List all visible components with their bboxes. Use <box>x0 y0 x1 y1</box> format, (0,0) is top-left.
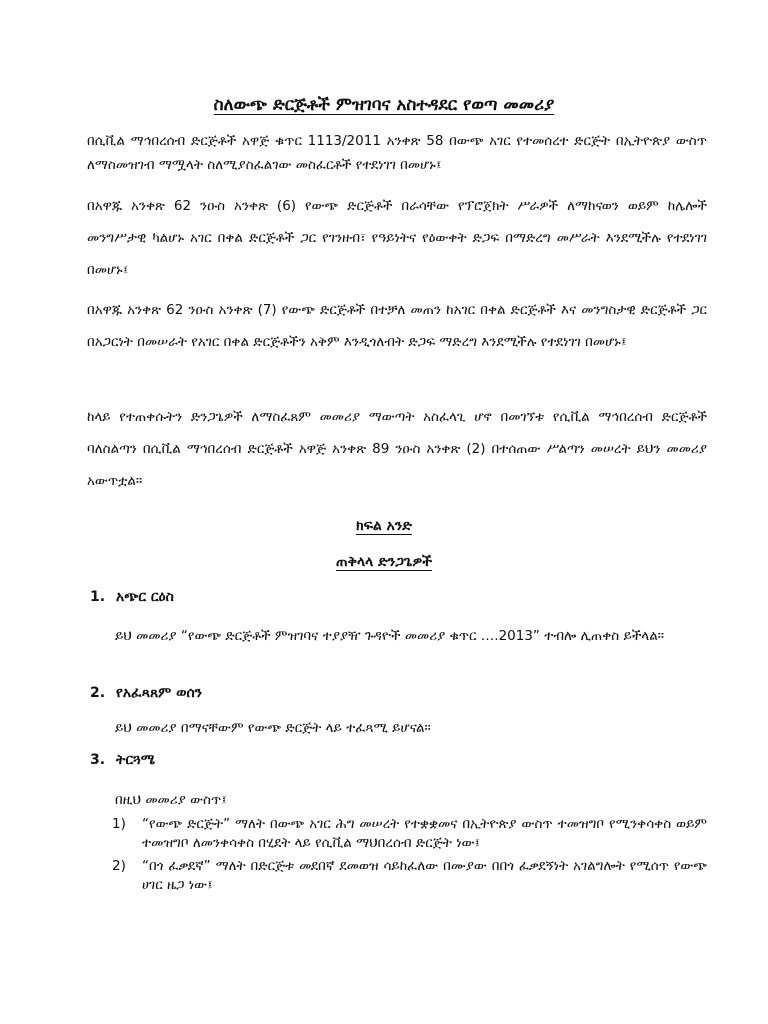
document-title: ስለውጭ ድርጅቶች ምዝገባና አስተዳደር የወጣ መመሪያ <box>213 95 555 115</box>
part-title: ክፍል አንድ <box>356 518 412 534</box>
section-title: የአፈጻጸም ወሰን <box>116 685 203 701</box>
part-subtitle: ጠቅላላ ድንጋጌዎች <box>336 554 432 570</box>
preamble-paragraph-1: በሲቪል ማኅበረሰብ ድርጅቶች አዋጅ ቁጥር 1113/2011 አንቀጽ 58 በውጭ አገር የተመሰረተ ድርጅት በኢትዮጵያ ውስጥ ለማስመዝገብ ማሟላት ስለሚያስፈልገው መስፈርቶች የተደነገገ በመሆኑ፤ <box>87 133 707 173</box>
preamble-paragraph-4: ከላይ የተጠቀሱትን ድንጋጌዎች ለማስፈጸም መመሪያ ማውጣት አስፈላጊ ሆኖ በመገኘቱ የሲቪል ማኅበረሰብ ድርጅቶች ባለስልጣን በሲቪል ማኅበረሰብ ድርጅቶች አዋጅ አንቀጽ 89 ንዑስ አንቀጽ (2) በተሰጠው ሥልጣን መሠረት ይህን መመሪያ አውጥቷል። <box>87 409 707 489</box>
definition-item <box>112 857 707 895</box>
section-title: አጭር ርዕስ <box>116 589 174 605</box>
section-number: 3. <box>90 752 106 768</box>
section-body-1: ይህ መመሪያ “የውጭ ድርጅቶች ምዝገባና ተያያዥ ጉዳዮች መመሪያ ቁጥር ….2013” ተብሎ ሊጠቀስ ይችላል። <box>115 628 665 644</box>
preamble-paragraph-2: በአዋጁ አንቀጽ 62 ንዑስ አንቀጽ (6) የውጭ ድርጅቶች በራሳቸው የፕሮጀክት ሥራዎች ለማከናወን ወይም ከሌሎች መንግሥታዊ ካልሆኑ አገር በቀል ድርጅቶች ጋር የገንዘብ፣ የዓይነትና የዕውቀት ድጋፍ በማድረግ መሥራት እንደሚችሉ የተደነገገ በመሆኑ፤ <box>87 198 707 278</box>
section-number: 2. <box>90 685 106 701</box>
preamble-paragraph-3: በአዋጁ አንቀጽ 62 ንዑስ አንቀጽ (7) የውጭ ድርጅቶች በተቻለ መጠን ከአገር በቀል ድርጅቶች እና መንግስታዊ ድርጅቶች ጋር በአጋርነት በመሠራት የአገር በቀል ድርጅቶችን አቅም እንዲጎለብት ድጋፍ ማድረግ እንደሚችሉ የተደነገገ በመሆኑ፤ <box>87 302 707 350</box>
definition-text: “የውጭ ድርጅት” ማለት በውጭ አገር ሕግ መሠረት የተቋቋመና በኢትዮጵያ ውስጥ ተመዝግቦ የሚንቀሳቀስ ወይም ተመዝግቦ ለመንቀሳቀስ በሂደት ላይ የሲቪል ማህበረሰብ ድርጅት ነው፤ <box>142 816 707 851</box>
definitions-intro: በዚህ መመሪያ ውስጥ፤ <box>115 792 227 808</box>
section-body-2: ይህ መመሪያ በማናቸውም የውጭ ድርጅት ላይ ተፈጻሚ ይሆናል። <box>115 720 431 736</box>
section-heading-1 <box>90 589 174 605</box>
section-number: 1. <box>90 589 106 605</box>
definition-item <box>112 815 707 853</box>
definition-number: 1) <box>112 816 126 832</box>
section-title: ትርጓሜ <box>116 752 155 768</box>
definition-number: 2) <box>112 858 126 874</box>
section-heading-2 <box>90 685 202 701</box>
definition-text: “በጎ ፈቃደኛ” ማለት በድርጅቱ መደበኛ ደመወዝ ሳይከፈለው በሙያው በበጎ ፈቃደኝነት አገልግሎት የሚሰጥ የውጭ ሀገር ዜጋ ነው፤ <box>142 858 707 893</box>
section-heading-3 <box>90 752 155 768</box>
